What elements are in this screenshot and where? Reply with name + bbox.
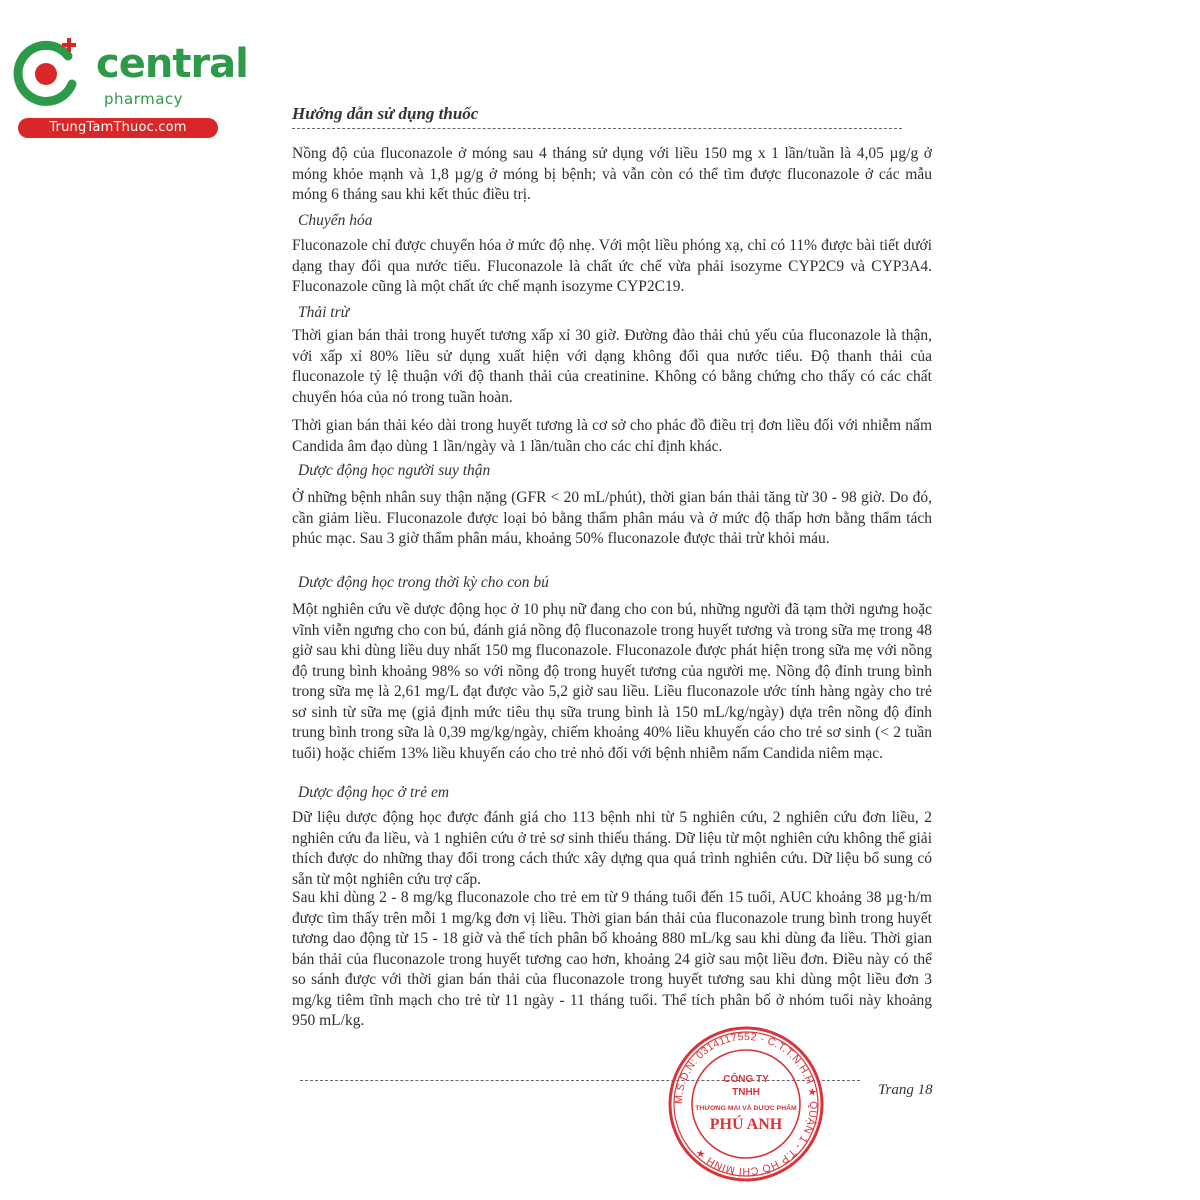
section-paragraph: Một nghiên cứu về dược động học ở 10 phụ nữ đang cho con bú, những người đã tạm thời ngưng hoặc vĩnh viễn ngưng cho con bú, đánh giá nồng độ fluconazole trong huyết tương và trong sữa mẹ trong 48 giờ sau khi dùng liều duy nhất 150 mg fluconazole. Fluconazole được phát hiện trong sữa mẹ với nồng độ trung bình khoảng 98% so với nồng độ trong huyết tương của người mẹ. Nồng độ đỉnh trung bình trong sữa mẹ là 2,61 mg/L đạt được vào 5,2 giờ sau liều. Liều fluconazole ước tính hàng ngày cho trẻ sơ sinh từ sữa mẹ (giả định mức tiêu thụ sữa trung bình là 150 mL/kg/ngày) dựa trên nồng độ đỉnh trung bình trong sữa là 0,39 mg/kg/ngày, chiếm khoảng 40% liều khuyến cáo cho trẻ sơ sinh (< 2 tuần tuổi) hoặc chiếm 13% liều khuyến cáo cho trẻ nhỏ đối với bệnh nhiễm nấm Candida niêm mạc.: [292, 601, 932, 762]
central-pharmacy-logo-icon: [10, 38, 82, 110]
section-paragraph: Thời gian bán thải kéo dài trong huyết tương là cơ sở cho phác đồ điều trị đơn liều đối với nhiễm nấm Candida âm đạo dùng 1 lần/ngày và 1 lần/tuần cho các chỉ định khác.: [292, 417, 932, 455]
document-title: Hướng dẫn sử dụng thuốc: [292, 104, 479, 123]
page-number: Trang 18: [878, 1082, 933, 1098]
brand-subtitle: pharmacy: [104, 90, 184, 108]
brand-website-banner: TrungTamThuoc.com: [18, 118, 218, 138]
section-heading: Dược động học ở trẻ em: [298, 784, 450, 801]
stamp-business-line: THƯƠNG MẠI VÀ DƯỢC PHẨM: [695, 1105, 797, 1112]
section-paragraph: Ở những bệnh nhân suy thận nặng (GFR < 20 mL/phút), thời gian bán thải tăng từ 30 - 98 giờ. Do đó, cần giảm liều. Fluconazole được loại bỏ bằng thẩm phân máu và ở mức độ thấp hơn bằng thẩm tách phúc mạc. Sau 3 giờ thẩm phân máu, khoảng 50% fluconazole được thải trừ khỏi máu.: [292, 489, 932, 547]
stamp-company-label: CÔNG TY: [723, 1074, 769, 1085]
brand-logo: [10, 32, 248, 137]
section-heading: Dược động học người suy thận: [298, 462, 491, 479]
brand-name: central: [96, 41, 248, 87]
section-paragraph: Fluconazole chỉ được chuyển hóa ở mức độ nhẹ. Với một liều phóng xạ, chỉ có 11% được bài tiết dưới dạng thay đổi qua nước tiểu. Fluconazole là chất ức chế vừa phải isozyme CYP2C9 và CYP3A4. Fluconazole cũng là một chất ức chế mạnh isozyme CYP2C19.: [292, 237, 932, 295]
section-paragraph: Dữ liệu dược động học được đánh giá cho 113 bệnh nhi từ 5 nghiên cứu, 2 nghiên cứu đơn liều, 2 nghiên cứu đa liều, và 1 nghiên cứu ở trẻ sơ sinh thiếu tháng. Dữ liệu từ một nghiên cứu không thể giải thích được do những thay đổi trong cách thức xây dựng qua quá trình nghiên cứu. Dữ liệu bổ sung có sẵn từ một nghiên cứu trợ cấp.: [292, 809, 932, 888]
section-heading: Dược động học trong thời kỳ cho con bú: [298, 574, 549, 591]
stamp-company-type: TNHH: [732, 1087, 760, 1098]
company-seal-stamp: [666, 1024, 826, 1184]
section-paragraph: Thời gian bán thải trong huyết tương xấp xỉ 30 giờ. Đường đào thải chủ yếu của fluconazole là thận, với xấp xỉ 80% liều sử dụng xuất hiện với dạng không đổi qua nước tiểu. Độ thanh thải của fluconazole tỷ lệ thuận với độ thanh thải của creatinine. Không có bằng chứng cho thấy có các chất chuyển hóa của nó trong tuần hoàn.: [292, 327, 932, 406]
section-heading: Thải trừ: [298, 304, 350, 321]
stamp-company-name: PHÚ ANH: [709, 1116, 783, 1133]
intro-paragraph: Nồng độ của fluconazole ở móng sau 4 tháng sử dụng với liều 150 mg x 1 lần/tuần là 4,05 µg/g ở móng khỏe mạnh và 1,8 µg/g ở móng bị bệnh; và vẫn còn có thể tìm được fluconazole ở các mẫu móng 6 tháng sau khi kết thúc điều trị.: [292, 145, 932, 203]
section-paragraph: Sau khi dùng 2 - 8 mg/kg fluconazole cho trẻ em từ 9 tháng tuổi đến 15 tuổi, AUC khoảng 38 µg·h/m được tìm thấy trên mỗi 1 mg/kg đơn vị liều. Thời gian bán thải của fluconazole trung bình trong huyết tương dao động từ 15 - 18 giờ và thể tích phân bố khoảng 880 mL/kg sau khi dùng đa liều. Thời gian bán thải của fluconazole trong huyết tương cao hơn, khoảng 24 giờ sau một liều đơn. Điều này có thể so sánh được với thời gian bán thải của fluconazole trong huyết tương sau khi dùng một liều đơn 3 mg/kg tiêm tĩnh mạch cho trẻ từ 11 ngày - 11 tháng tuổi. Thể tích phân bố ở nhóm tuổi này khoảng 950 mL/kg.: [292, 889, 932, 1029]
header-divider: [292, 128, 902, 129]
stamp-ring-text: M.S.D.N: 0314117552 - C.T.T.N.H.H ★ QUẬN 1 - T.P HỒ CHÍ MINH ★: [672, 1030, 820, 1178]
section-heading: Chuyển hóa: [298, 212, 373, 229]
